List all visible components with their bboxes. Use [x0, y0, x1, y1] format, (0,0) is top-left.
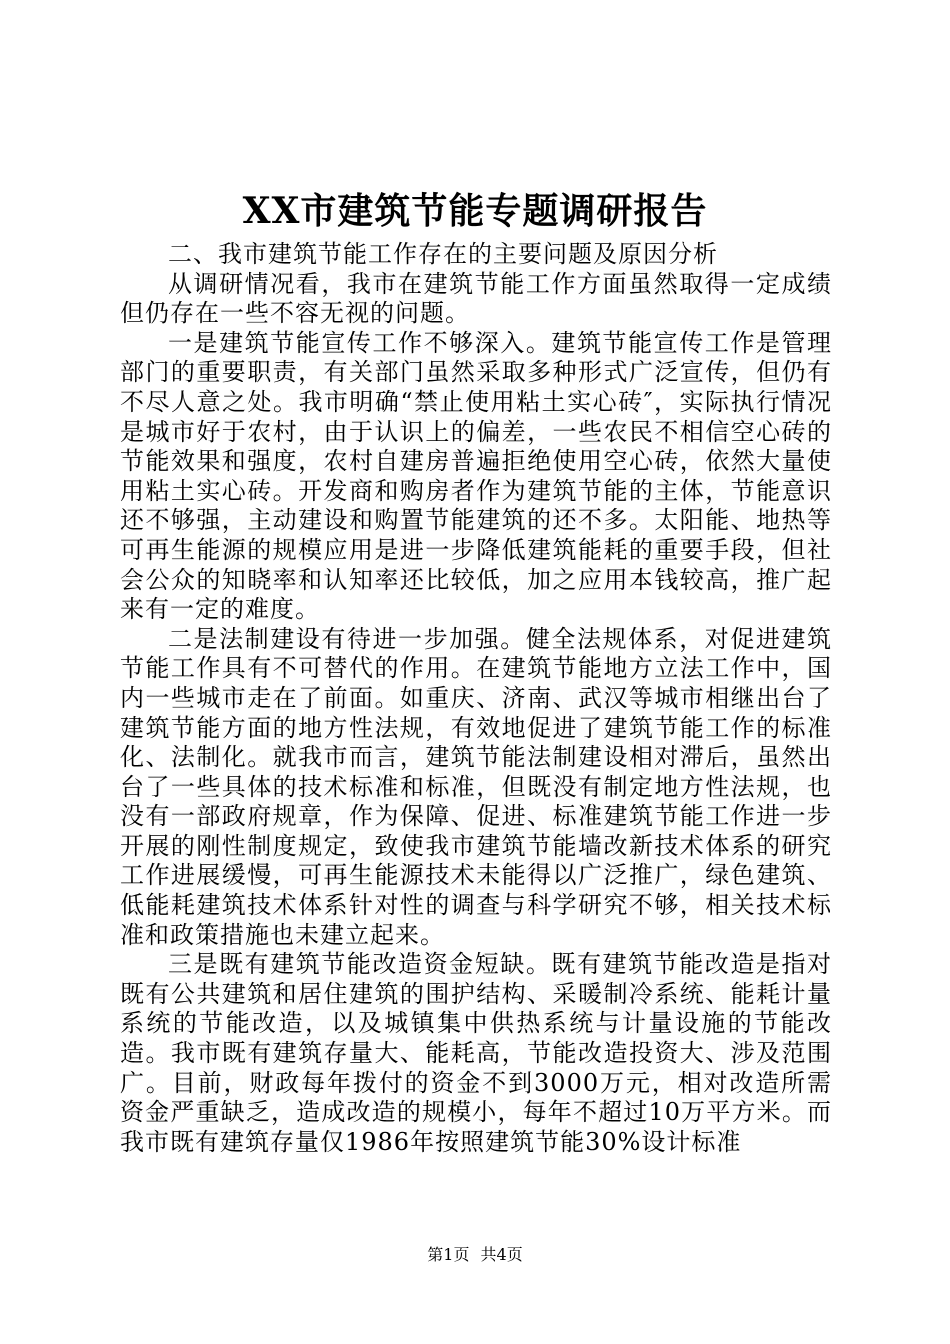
document-body	[120, 240, 832, 1157]
paragraph-section-heading: 二、我市建筑节能工作存在的主要问题及原因分析	[168, 240, 718, 268]
paragraph-publicity: 一是建筑节能宣传工作不够深入。建筑节能宣传工作是管理部门的重要职责，有关部门虽然采取多种形式广泛宣传，但仍有不尽人意之处。我市明确“禁止使用粘土实心砖″，实际执行情况是城市好于农村，由于认识上的偏差，一些农民不相信空心砖的节能效果和强度，农村自建房普遍拒绝使用空心砖，依然大量使用粘土实心砖。开发商和购房者作为建筑节能的主体，节能意识还不够强，主动建设和购置节能建筑的还不多。太阳能、地热等可再生能源的规模应用是进一步降低建筑能耗的重要手段，但社会公众的知晓率和认知率还比较低，加之应用本钱较高，推广起来有一定的难度。	[120, 328, 832, 624]
paragraph-legal: 二是法制建设有待进一步加强。健全法规体系，对促进建筑节能工作具有不可替代的作用。在建筑节能地方立法工作中，国内一些城市走在了前面。如重庆、济南、武汉等城市相继出台了建筑节能方面的地方性法规，有效地促进了建筑节能工作的标准化、法制化。就我市而言，建筑节能法制建设相对滞后，虽然出台了一些具体的技术标准和标准，但既没有制定地方性法规，也没有一部政府规章，作为保障、促进、标准建筑节能工作进一步开展的刚性制度规定，致使我市建筑节能墙改新技术体系的研究工作进展缓慢，可再生能源技术未能得以广泛推广，绿色建筑、低能耗建筑技术体系针对性的调查与科学研究不够，相关技术标准和政策措施也未建立起来。	[120, 624, 832, 949]
page-number: 第1页	[427, 1245, 470, 1264]
page-footer	[0, 1244, 950, 1266]
document-title: XX市建筑节能专题调研报告	[242, 190, 708, 232]
paragraph-intro: 从调研情况看，我市在建筑节能工作方面虽然取得一定成绩但仍存在一些不容无视的问题。	[120, 269, 832, 328]
page-total: 共4页	[480, 1245, 523, 1264]
paragraph-funding: 三是既有建筑节能改造资金短缺。既有建筑节能改造是指对既有公共建筑和居住建筑的围护结构、采暖制冷系统、能耗计量系统的节能改造，以及城镇集中供热系统与计量设施的节能改造。我市既有建筑存量大、能耗高，节能改造投资大、涉及范围广。目前，财政每年拨付的资金不到3000万元，相对改造所需资金严重缺乏，造成改造的规模小，每年不超过10万平方米。而我市既有建筑存量仅1986年按照建筑节能30%设计标准	[120, 950, 832, 1156]
